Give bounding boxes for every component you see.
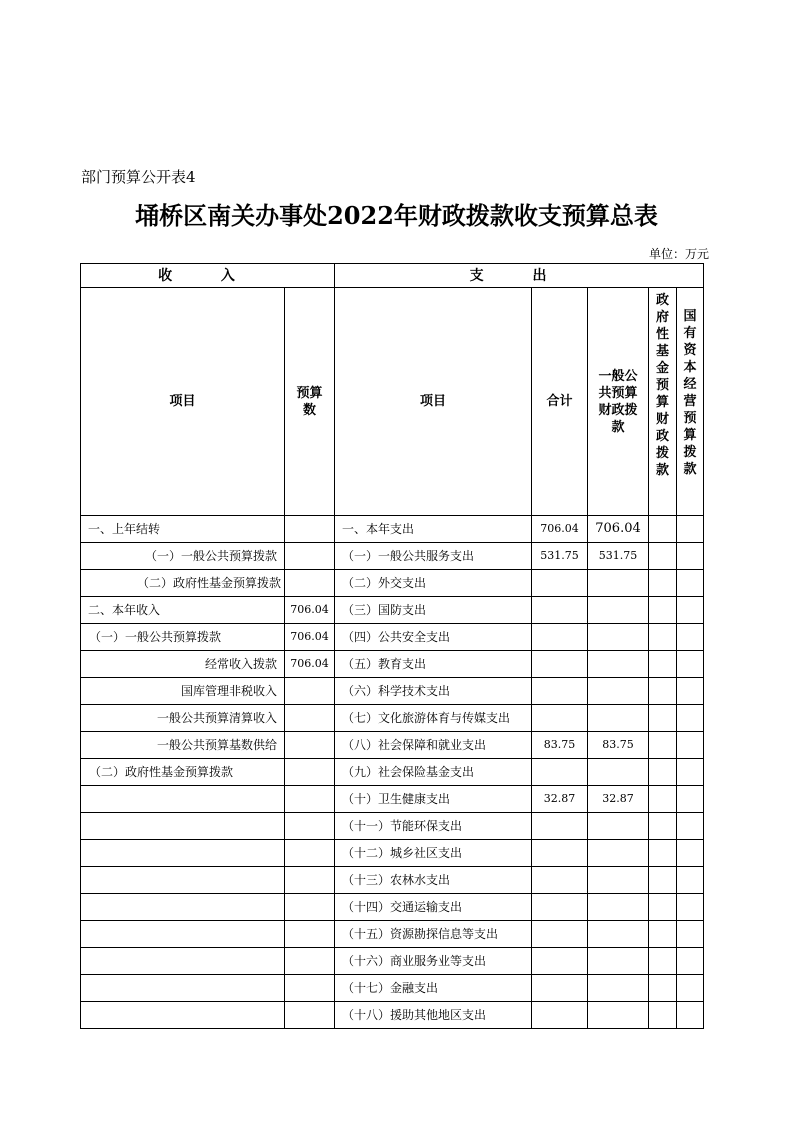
gov-fund-cell [649, 840, 677, 867]
total-cell [532, 1002, 588, 1029]
general-budget-cell: 706.04 [588, 516, 649, 543]
expense-item-cell: （十六）商业服务业等支出 [335, 948, 532, 975]
table-row [81, 543, 704, 570]
total-cell: 531.75 [532, 543, 588, 570]
total-cell: 83.75 [532, 732, 588, 759]
general-budget-cell [588, 705, 649, 732]
total-cell: 32.87 [532, 786, 588, 813]
state-capital-cell [677, 840, 704, 867]
table-row [81, 921, 704, 948]
state-capital-cell [677, 570, 704, 597]
total-cell [532, 894, 588, 921]
income-value-cell [285, 570, 335, 597]
total-cell [532, 759, 588, 786]
state-capital-cell [677, 867, 704, 894]
gov-fund-cell [649, 705, 677, 732]
income-value-cell [285, 516, 335, 543]
total-cell [532, 597, 588, 624]
total-cell [532, 921, 588, 948]
table-row [81, 894, 704, 921]
income-item-cell: （一）一般公共预算拨款 [81, 624, 285, 651]
income-item-cell: 一、上年结转 [81, 516, 285, 543]
general-budget-cell [588, 624, 649, 651]
expense-item-header: 项目 [335, 288, 532, 516]
general-budget-cell [588, 1002, 649, 1029]
gov-fund-cell [649, 921, 677, 948]
income-item-cell: 国库管理非税收入 [81, 678, 285, 705]
expense-item-cell: （十）卫生健康支出 [335, 786, 532, 813]
general-budget-cell [588, 948, 649, 975]
income-value-cell [285, 894, 335, 921]
general-budget-cell [588, 894, 649, 921]
general-budget-cell [588, 759, 649, 786]
gov-fund-cell [649, 651, 677, 678]
income-value-cell [285, 678, 335, 705]
page-title: 埇桥区南关办事处2022年财政拨款收支预算总表 [135, 201, 658, 230]
expense-item-cell: （十一）节能环保支出 [335, 813, 532, 840]
expense-item-cell: （十二）城乡社区支出 [335, 840, 532, 867]
state-capital-cell [677, 948, 704, 975]
total-header: 合计 [532, 288, 588, 516]
expense-item-cell: （十七）金融支出 [335, 975, 532, 1002]
gov-fund-cell [649, 786, 677, 813]
income-value-cell: 706.04 [285, 597, 335, 624]
income-item-cell: （二）政府性基金预算拨款 [81, 570, 285, 597]
income-value-cell [285, 732, 335, 759]
total-cell [532, 840, 588, 867]
income-value-cell [285, 948, 335, 975]
gov-fund-header: 政府性基金预算财政拨款 [649, 288, 677, 516]
general-budget-cell [588, 840, 649, 867]
state-capital-cell [677, 543, 704, 570]
table-row [81, 759, 704, 786]
total-cell [532, 651, 588, 678]
gov-fund-cell [649, 975, 677, 1002]
income-item-cell: （二）政府性基金预算拨款 [81, 759, 285, 786]
general-budget-cell [588, 975, 649, 1002]
total-cell [532, 975, 588, 1002]
income-value-cell [285, 867, 335, 894]
table-row [81, 624, 704, 651]
income-item-cell [81, 786, 285, 813]
general-budget-cell [588, 597, 649, 624]
income-value-cell: 706.04 [285, 651, 335, 678]
general-budget-cell [588, 651, 649, 678]
total-cell [532, 705, 588, 732]
gov-fund-cell [649, 867, 677, 894]
gov-fund-cell [649, 597, 677, 624]
gov-fund-cell [649, 894, 677, 921]
section-header-row [81, 264, 704, 288]
gov-fund-cell [649, 1002, 677, 1029]
general-budget-cell [588, 678, 649, 705]
income-value-cell [285, 705, 335, 732]
state-capital-cell [677, 516, 704, 543]
state-capital-cell [677, 732, 704, 759]
state-capital-cell [677, 759, 704, 786]
general-budget-cell: 83.75 [588, 732, 649, 759]
income-value-cell: 706.04 [285, 624, 335, 651]
income-section-header: 收 入 [81, 264, 335, 288]
income-item-cell [81, 813, 285, 840]
gov-fund-cell [649, 813, 677, 840]
expense-item-cell: （九）社会保险基金支出 [335, 759, 532, 786]
income-item-cell [81, 948, 285, 975]
budget-amount-header: 预算数 [285, 288, 335, 516]
state-capital-header: 国有资本经营预算拨款 [677, 288, 704, 516]
total-cell [532, 867, 588, 894]
general-budget-cell [588, 570, 649, 597]
total-cell: 706.04 [532, 516, 588, 543]
general-budget-cell: 32.87 [588, 786, 649, 813]
gov-fund-cell [649, 516, 677, 543]
expense-item-cell: （十五）资源勘探信息等支出 [335, 921, 532, 948]
expense-section-header: 支 出 [335, 264, 704, 288]
income-item-cell [81, 921, 285, 948]
state-capital-cell [677, 1002, 704, 1029]
expense-item-cell: （十八）援助其他地区支出 [335, 1002, 532, 1029]
income-item-cell [81, 1002, 285, 1029]
table-row [81, 570, 704, 597]
income-item-cell [81, 975, 285, 1002]
income-item-cell [81, 894, 285, 921]
gov-fund-cell [649, 732, 677, 759]
income-value-cell [285, 759, 335, 786]
expense-item-cell: （一）一般公共服务支出 [335, 543, 532, 570]
table-row [81, 732, 704, 759]
expense-item-cell: （十三）农林水支出 [335, 867, 532, 894]
expense-item-cell: （五）教育支出 [335, 651, 532, 678]
general-budget-header: 一般公共预算财政拨款 [588, 288, 649, 516]
income-item-cell: （一）一般公共预算拨款 [81, 543, 285, 570]
table-row [81, 813, 704, 840]
document-label: 部门预算公开表4 [81, 168, 196, 186]
gov-fund-cell [649, 948, 677, 975]
state-capital-cell [677, 624, 704, 651]
table-row [81, 705, 704, 732]
gov-fund-cell [649, 678, 677, 705]
total-cell [532, 570, 588, 597]
expense-item-cell: 一、本年支出 [335, 516, 532, 543]
income-value-cell [285, 975, 335, 1002]
state-capital-cell [677, 813, 704, 840]
gov-fund-cell [649, 759, 677, 786]
column-header-row [81, 288, 704, 516]
income-value-cell [285, 921, 335, 948]
income-item-cell [81, 867, 285, 894]
income-item-cell [81, 840, 285, 867]
expense-item-cell: （二）外交支出 [335, 570, 532, 597]
table-row [81, 678, 704, 705]
table-row [81, 948, 704, 975]
expense-item-cell: （四）公共安全支出 [335, 624, 532, 651]
state-capital-cell [677, 921, 704, 948]
income-value-cell [285, 543, 335, 570]
total-cell [532, 813, 588, 840]
state-capital-cell [677, 786, 704, 813]
table-row [81, 786, 704, 813]
expense-item-cell: （三）国防支出 [335, 597, 532, 624]
expense-item-cell: （七）文化旅游体育与传媒支出 [335, 705, 532, 732]
total-cell [532, 678, 588, 705]
income-value-cell [285, 786, 335, 813]
expense-item-cell: （十四）交通运输支出 [335, 894, 532, 921]
total-cell [532, 624, 588, 651]
income-value-cell [285, 1002, 335, 1029]
expense-item-cell: （六）科学技术支出 [335, 678, 532, 705]
state-capital-cell [677, 651, 704, 678]
unit-label: 单位：万元 [648, 247, 709, 261]
total-cell [532, 948, 588, 975]
gov-fund-cell [649, 543, 677, 570]
income-item-cell: 一般公共预算基数供给 [81, 732, 285, 759]
general-budget-cell [588, 813, 649, 840]
income-value-cell [285, 813, 335, 840]
gov-fund-cell [649, 624, 677, 651]
expense-item-cell: （八）社会保障和就业支出 [335, 732, 532, 759]
income-item-cell: 一般公共预算清算收入 [81, 705, 285, 732]
table-row [81, 516, 704, 543]
state-capital-cell [677, 597, 704, 624]
gov-fund-cell [649, 570, 677, 597]
income-item-cell: 二、本年收入 [81, 597, 285, 624]
state-capital-cell [677, 705, 704, 732]
table-row [81, 1002, 704, 1029]
income-item-cell: 经常收入拨款 [81, 651, 285, 678]
income-value-cell [285, 840, 335, 867]
state-capital-cell [677, 975, 704, 1002]
general-budget-cell [588, 921, 649, 948]
general-budget-cell: 531.75 [588, 543, 649, 570]
state-capital-cell [677, 894, 704, 921]
table-row [81, 840, 704, 867]
state-capital-cell [677, 678, 704, 705]
table-row [81, 597, 704, 624]
income-item-header: 项目 [81, 288, 285, 516]
table-row [81, 867, 704, 894]
table-row [81, 651, 704, 678]
budget-table [80, 263, 704, 1029]
table-row [81, 975, 704, 1002]
general-budget-cell [588, 867, 649, 894]
